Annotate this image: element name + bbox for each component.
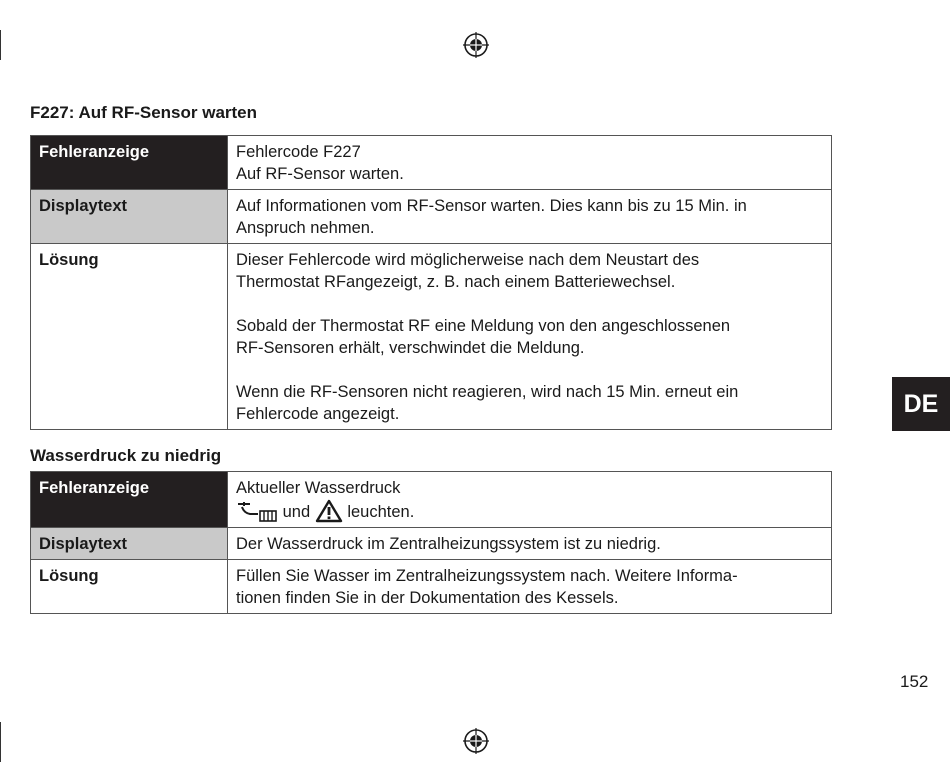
row-label-loesung: Lösung xyxy=(31,560,228,614)
page-number: 152 xyxy=(900,672,929,691)
row-value: Auf Informationen vom RF-Sensor warten. Dies kann bis zu 15 Min. in Anspruch nehmen. xyxy=(228,190,832,244)
row-value: Füllen Sie Wasser im Zentralheizungssystem nach. Weitere Informa- tionen finden Sie in der Dokumentation des Kessels. xyxy=(228,560,832,614)
table-row xyxy=(31,560,832,614)
registration-mark-icon xyxy=(463,728,489,754)
paragraph: Sobald der Thermostat RF eine Meldung von den angeschlossenen RF-Sensoren erhält, verschwindet die Meldung. xyxy=(236,317,731,357)
error-table-f227 xyxy=(30,135,832,430)
section-title-f227: F227: Auf RF-Sensor warten xyxy=(30,103,258,122)
table-row xyxy=(31,472,832,528)
paragraph: Wenn die RF-Sensoren nicht reagieren, wird nach 15 Min. erneut ein Fehlercode angezeigt. xyxy=(236,383,739,423)
crop-mark-top xyxy=(0,30,1,60)
table-row xyxy=(31,528,832,560)
section-title-wasserdruck: Wasserdruck zu niedrig xyxy=(30,446,222,465)
row-value: Fehlercode F227 Auf RF-Sensor warten. xyxy=(228,136,832,190)
row-value: Der Wasserdruck im Zentralheizungssystem ist zu niedrig. xyxy=(228,528,832,560)
registration-mark-icon xyxy=(463,32,489,58)
row-label-fehleranzeige: Fehleranzeige xyxy=(31,136,228,190)
table-row xyxy=(31,190,832,244)
paragraph: Dieser Fehlercode wird möglicherweise nach dem Neustart des Thermostat RFangezeigt, z. B. nach einem Batteriewechsel. xyxy=(236,251,700,291)
table-row xyxy=(31,244,832,430)
warning-triangle-icon xyxy=(315,499,343,523)
row-value xyxy=(228,244,832,430)
crop-mark-bottom xyxy=(0,722,1,762)
water-pressure-icon xyxy=(236,501,278,523)
language-tab: DE xyxy=(892,377,950,431)
row-label-fehleranzeige: Fehleranzeige xyxy=(31,472,228,528)
row-value: Aktueller Wasserdruck und leuchten. xyxy=(228,472,832,528)
row-label-displaytext: Displaytext xyxy=(31,190,228,244)
row-label-displaytext: Displaytext xyxy=(31,528,228,560)
table-row xyxy=(31,136,832,190)
error-table-wasserdruck xyxy=(30,471,832,614)
row-label-loesung: Lösung xyxy=(31,244,228,430)
